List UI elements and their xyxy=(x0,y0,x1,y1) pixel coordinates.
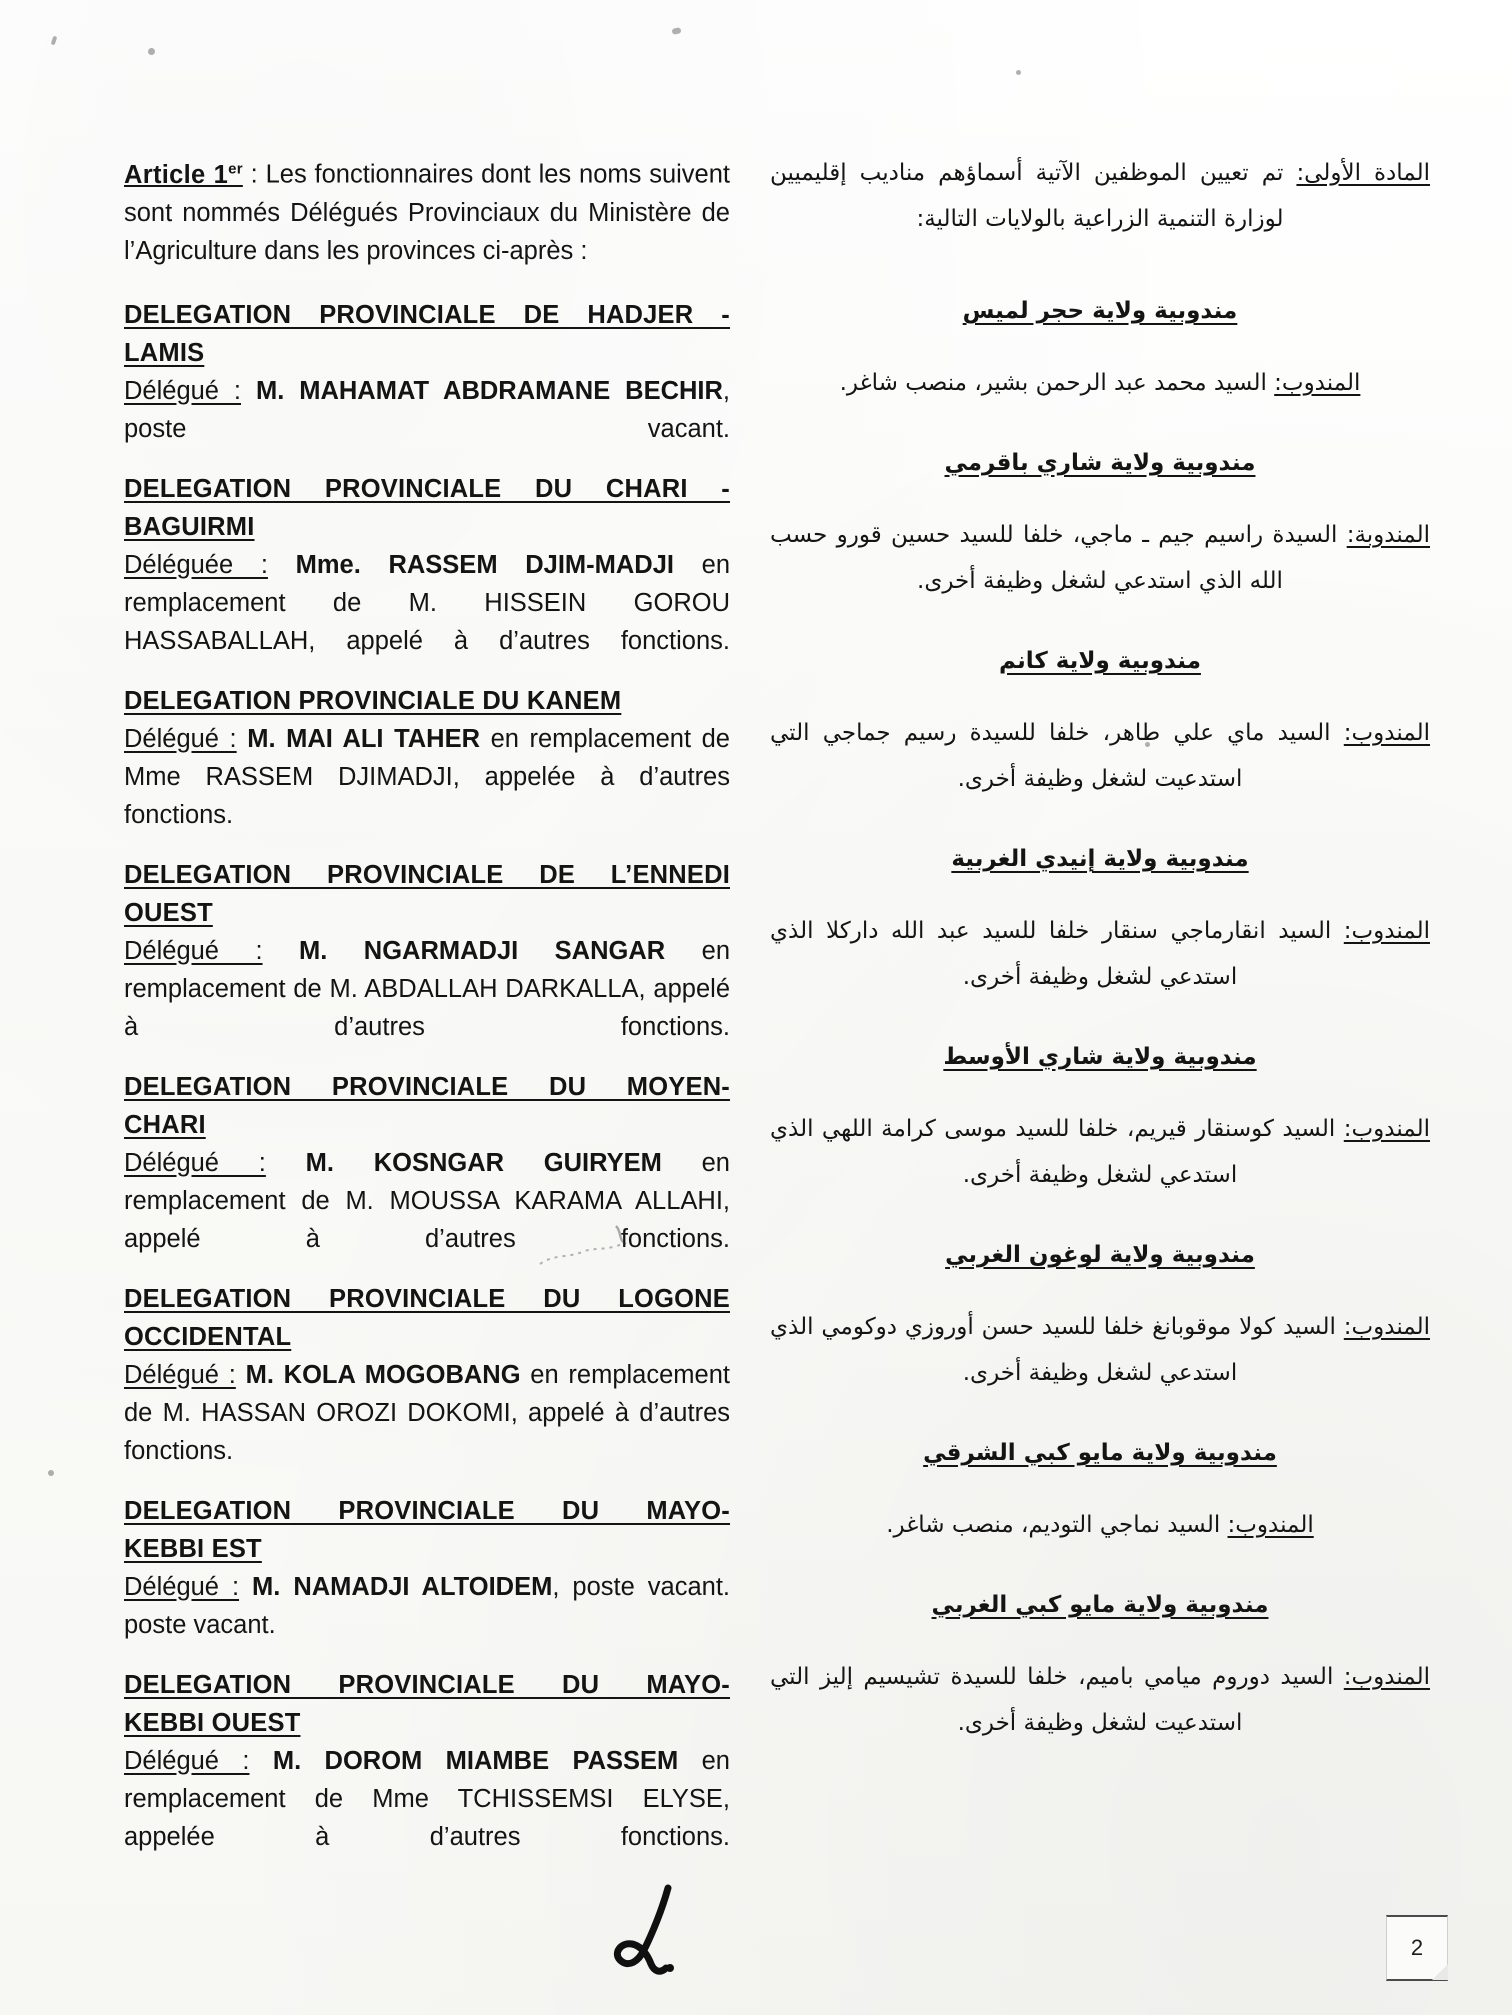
delegation-title-line1: DELEGATION PROVINCIALE DU MOYEN- xyxy=(124,1072,730,1101)
arabic-delegation-block xyxy=(770,1582,1430,1746)
arabic-delegate-line xyxy=(770,1502,1430,1548)
arabic-delegation-block xyxy=(770,1232,1430,1396)
arabic-delegate-line xyxy=(770,1654,1430,1746)
delegation-title-line1: DELEGATION PROVINCIALE DE L’ENNEDI xyxy=(124,860,730,889)
delegation-block xyxy=(124,1280,730,1470)
article-label: Article 1er xyxy=(124,160,243,189)
delegation-title-line2: KEBBI OUEST xyxy=(124,1708,301,1737)
article-intro-paragraph xyxy=(124,150,730,270)
arabic-delegate-text: السيد دوروم ميامي باميم، خلفا للسيدة تشيسيم إليز التي استدعيت لشغل وظيفة أخرى. xyxy=(770,1664,1344,1736)
delegate-note: en remplacement de M. ABDALLAH DARKALLA, appelé à d’autres fonctions. xyxy=(124,936,731,1041)
delegation-block xyxy=(124,296,730,448)
delegation-title-line2: CHARI xyxy=(124,1110,206,1139)
delegate-label: Délégué : xyxy=(124,1360,236,1389)
arabic-delegate-line xyxy=(770,360,1430,406)
delegate-label: Déléguée : xyxy=(124,550,268,579)
delegate-note: en remplacement de Mme TCHISSEMSI ELYSE, appelée à d’autres fonctions. xyxy=(124,1746,730,1851)
delegate-label: Délégué : xyxy=(124,1746,250,1775)
arabic-delegate-label: المندوبة: xyxy=(1346,522,1430,548)
delegation-title-line1: DELEGATION PROVINCIALE DE HADJER - xyxy=(124,300,730,329)
delegate-name: M. MAHAMAT ABDRAMANE BECHIR xyxy=(255,376,723,405)
arabic-delegation-title: مندوبية ولاية لوغون الغربي xyxy=(945,1242,1255,1268)
arabic-delegate-text: السيد كوسنقار قيريم، خلفا للسيد موسى كرامة اللهي الذي استدعي لشغل وظيفة أخرى. xyxy=(770,1116,1344,1188)
arabic-delegation-title: مندوبية ولاية شاري الأوسط xyxy=(943,1044,1257,1070)
delegate-line xyxy=(124,1356,730,1470)
delegation-title-line1: DELEGATION PROVINCIALE DU MAYO- xyxy=(124,1670,730,1699)
delegation-title xyxy=(124,470,730,546)
arabic-delegate-label: المندوب: xyxy=(1227,1512,1314,1538)
delegate-line xyxy=(124,932,730,1046)
arabic-delegate-label: المندوب: xyxy=(1343,1314,1430,1340)
arabic-delegate-text: السيد انقارماجي سنقار خلفا للسيد عبد الله داركلا الذي استدعي لشغل وظيفة أخرى. xyxy=(770,918,1344,990)
arabic-delegation-title: مندوبية ولاية حجر لميس xyxy=(962,298,1238,324)
delegate-line xyxy=(124,1742,730,1856)
arabic-delegate-label: المندوب: xyxy=(1343,1664,1430,1690)
arabic-delegate-label: المندوب: xyxy=(1343,720,1430,746)
delegate-label: Délégué : xyxy=(124,936,263,965)
delegate-label: Délégué : xyxy=(124,1572,240,1601)
delegate-note: en remplacement de M. HISSEIN GOROU HASSABALLAH, appelé à d’autres fonctions. xyxy=(124,550,731,655)
page-number-box xyxy=(1386,1915,1448,1981)
delegate-name: Mme. RASSEM DJIM-MADJI xyxy=(295,550,674,579)
delegate-label: Délégué : xyxy=(124,724,237,753)
arabic-delegate-text: السيد كولا موقوبانغ خلفا للسيد حسن أوروزي دوكومي الذي استدعي لشغل وظيفة أخرى. xyxy=(770,1314,1344,1386)
arabic-article-intro xyxy=(770,150,1430,242)
delegate-note: en remplacement de M. HASSAN OROZI DOKOMI, appelé à d’autres fonctions. xyxy=(124,1360,730,1465)
arabic-delegate-text: السيد نماجي التوديم، منصب شاغر. xyxy=(886,1512,1228,1538)
arabic-delegation-title: مندوبية ولاية شاري باقرمي xyxy=(944,450,1256,476)
arabic-delegation-block xyxy=(770,638,1430,802)
arabic-delegate-text: السيد ماي علي طاهر، خلفا للسيدة رسيم جماجي التي استدعيت لشغل وظيفة أخرى. xyxy=(770,720,1344,792)
delegation-title xyxy=(124,856,730,932)
delegation-title xyxy=(124,682,730,720)
arabic-delegation-block xyxy=(770,288,1430,406)
arabic-delegate-text: السيد محمد عبد الرحمن بشير، منصب شاغر. xyxy=(839,370,1275,396)
delegation-block xyxy=(124,1068,730,1258)
delegation-title-line2: KEBBI EST xyxy=(124,1534,262,1563)
delegate-note: en remplacement de Mme RASSEM DJIMADJI, appelée à d’autres fonctions. xyxy=(124,724,730,829)
delegate-name: M. NAMADJI ALTOIDEM xyxy=(252,1572,553,1601)
arabic-delegation-block xyxy=(770,1034,1430,1198)
delegate-line xyxy=(124,546,730,660)
handwritten-signature xyxy=(596,1876,726,1986)
arabic-delegate-line xyxy=(770,710,1430,802)
arabic-delegation-title: مندوبية ولاية مايو كبي الغربي xyxy=(931,1592,1269,1618)
delegate-note: , poste vacant. xyxy=(124,376,730,443)
delegation-title-line1: DELEGATION PROVINCIALE DU CHARI - xyxy=(124,474,730,503)
delegate-label: Délégué : xyxy=(124,1148,266,1177)
delegation-title-line1: DELEGATION PROVINCIALE DU KANEM xyxy=(124,686,622,715)
delegate-name: M. DOROM MIAMBE PASSEM xyxy=(272,1746,679,1775)
delegate-name: M. KOSNGAR GUIRYEM xyxy=(305,1148,662,1177)
delegate-note: en remplacement de M. MOUSSA KARAMA ALLAHI, appelé à d’autres fonctions. xyxy=(124,1148,730,1253)
arabic-delegate-label: المندوب: xyxy=(1343,918,1430,944)
arabic-delegate-line xyxy=(770,1106,1430,1198)
delegation-title xyxy=(124,1280,730,1356)
article-intro-text: : Les fonctionnaires dont les noms suivent sont nommés Délégués Provinciaux du Ministère de l’Agriculture dans les provinces ci-après : xyxy=(124,160,730,265)
delegate-line xyxy=(124,372,730,448)
delegation-title-line2: LAMIS xyxy=(124,338,205,367)
delegate-label: Délégué : xyxy=(124,376,242,405)
delegation-title xyxy=(124,1068,730,1144)
delegate-note: , poste vacant. xyxy=(552,1572,730,1601)
arabic-delegate-line xyxy=(770,512,1430,604)
article-ordinal-suffix: er xyxy=(228,160,243,177)
delegation-title xyxy=(124,1492,730,1568)
delegation-block xyxy=(124,1666,730,1856)
arabic-delegate-label: المندوب: xyxy=(1343,1116,1430,1142)
delegation-title-line1: DELEGATION PROVINCIALE DU LOGONE xyxy=(124,1284,730,1313)
delegate-line xyxy=(124,720,730,834)
delegation-title xyxy=(124,296,730,372)
delegation-title-line2: BAGUIRMI xyxy=(124,512,255,541)
page-number: 2 xyxy=(1410,1935,1424,1960)
arabic-article-intro-text: تم تعيين الموظفين الآتية أسماؤهم مناديب إقليميين لوزارة التنمية الزراعية بالولايات التالية: xyxy=(770,160,1297,232)
arabic-delegate-text: السيدة راسيم جيم ـ ماجي، خلفا للسيد حسين قورو حسب الله الذي استدعي لشغل وظيفة أخرى. xyxy=(770,522,1347,594)
delegation-block xyxy=(124,682,730,834)
delegation-title-line2: OCCIDENTAL xyxy=(124,1322,292,1351)
arabic-column xyxy=(770,150,1430,1780)
delegate-name: M. MAI ALI TAHER xyxy=(247,724,481,753)
delegation-title-line1: DELEGATION PROVINCIALE DU MAYO- xyxy=(124,1496,730,1525)
arabic-delegation-title: مندوبية ولاية إنيدي الغربية xyxy=(951,846,1249,872)
delegation-block xyxy=(124,470,730,660)
arabic-delegation-block xyxy=(770,836,1430,1000)
delegation-block xyxy=(124,1492,730,1644)
delegate-name: M. NGARMADJI SANGAR xyxy=(299,936,666,965)
delegate-name: M. KOLA MOGOBANG xyxy=(245,1360,521,1389)
arabic-delegation-title: مندوبية ولاية مايو كبي الشرقي xyxy=(923,1440,1277,1466)
delegate-line: Délégué : M. NAMADJI ALTOIDEM, poste vacant. poste vacant. xyxy=(124,1572,730,1639)
delegation-block xyxy=(124,856,730,1046)
arabic-delegate-line xyxy=(770,908,1430,1000)
arabic-delegation-title: مندوبية ولاية كانم xyxy=(999,648,1201,674)
arabic-delegate-line xyxy=(770,1304,1430,1396)
arabic-delegate-label: المندوب: xyxy=(1274,370,1361,396)
arabic-article-label: المادة الأولى: xyxy=(1296,160,1430,186)
delegate-line xyxy=(124,1144,730,1258)
arabic-delegation-block xyxy=(770,440,1430,604)
delegation-title xyxy=(124,1666,730,1742)
french-column xyxy=(124,150,730,1878)
delegation-title-line2: OUEST xyxy=(124,898,213,927)
arabic-delegation-block xyxy=(770,1430,1430,1548)
